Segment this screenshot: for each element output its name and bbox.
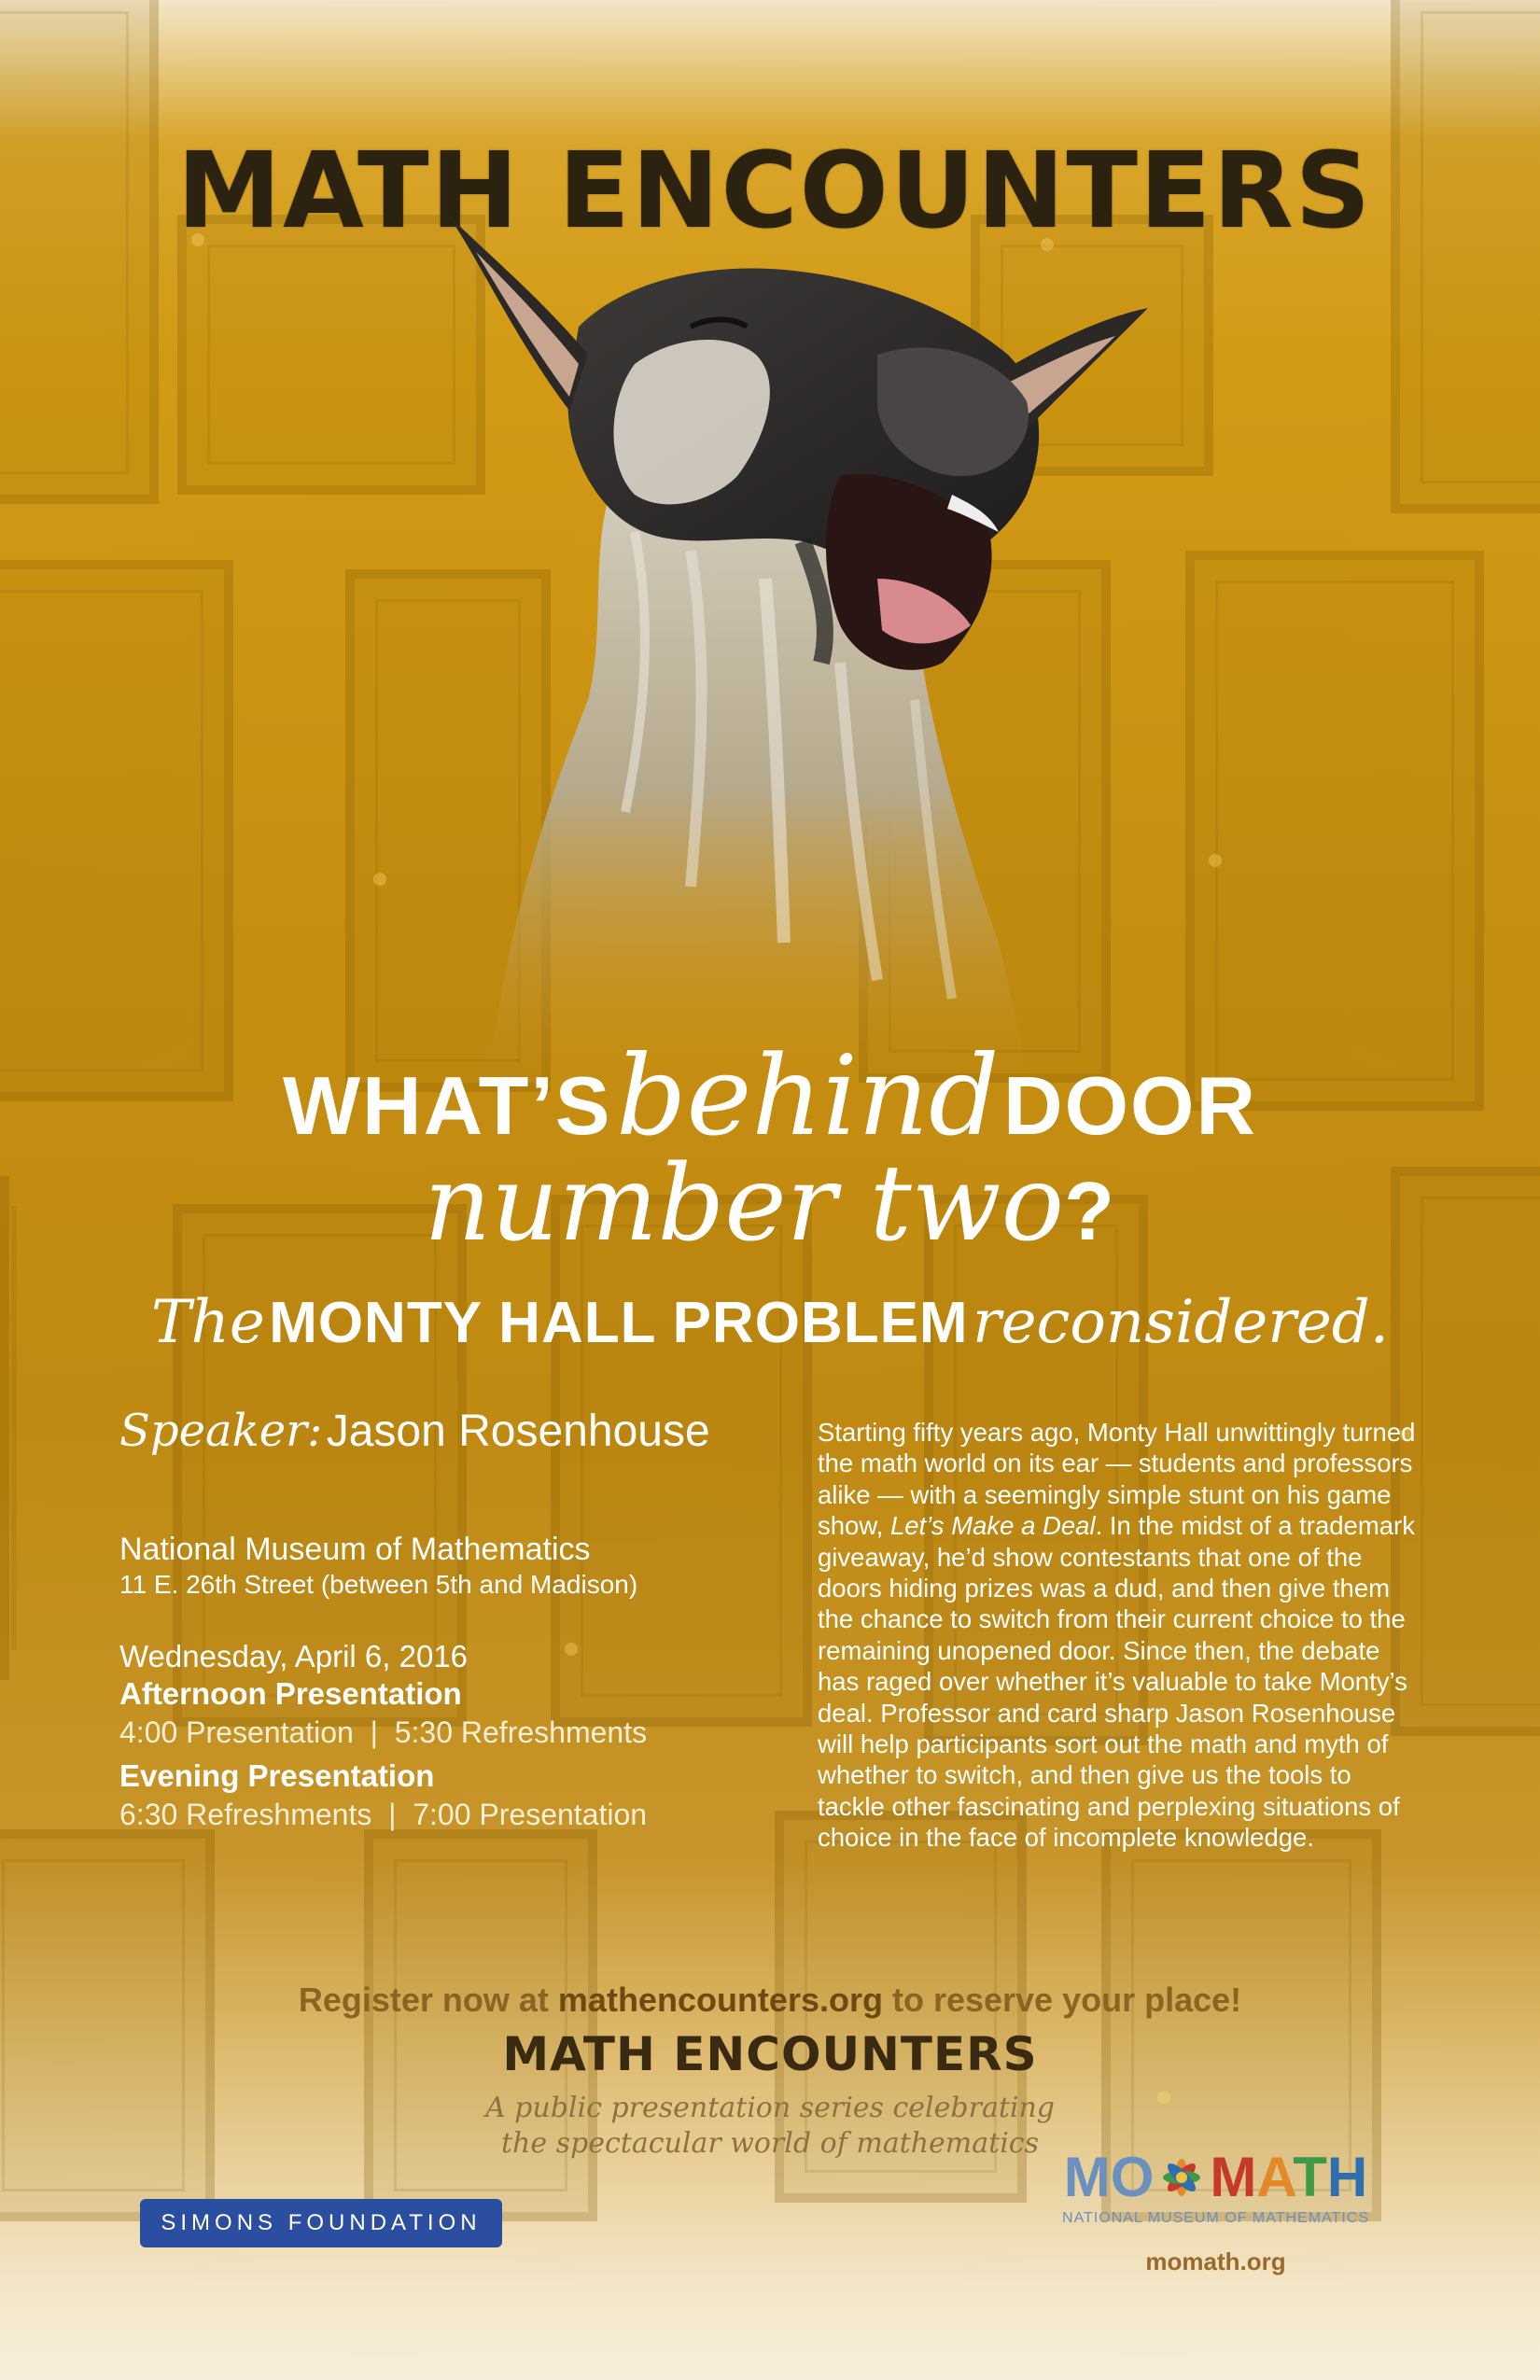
headline-door: DOOR — [1003, 1059, 1258, 1152]
subtitle-monty-hall: MONTY HALL PROBLEM — [269, 1291, 969, 1355]
subtitle-the: The — [150, 1288, 265, 1357]
goat-illustration — [355, 140, 1195, 1073]
footer-series-logo: MATH ENCOUNTERS — [502, 2027, 1038, 2081]
door — [1391, 0, 1540, 513]
momath-t: T — [1293, 2146, 1327, 2208]
momath-mo: MO — [1063, 2146, 1155, 2208]
afternoon-title: Afternoon Presentation — [119, 1676, 462, 1711]
momath-subtitle: NATIONAL MUSEUM OF MATHEMATICS — [1062, 2210, 1369, 2226]
headline-line-2 — [0, 1143, 1540, 1265]
momath-a: A — [1256, 2146, 1294, 2208]
register-suffix: to reserve your place! — [882, 1981, 1242, 2019]
simons-foundation-logo: SIMONS FOUNDATION — [140, 2199, 502, 2247]
door — [0, 0, 159, 504]
tagline-line-1: A public presentation series celebrating — [484, 2092, 1056, 2124]
speaker-label: Speaker: — [119, 1405, 323, 1457]
register-line — [0, 1981, 1540, 2020]
door — [1185, 551, 1484, 1111]
headline-whats: WHAT’S — [282, 1059, 612, 1152]
event-date: Wednesday, April 6, 2016 — [119, 1639, 469, 1673]
headline-number-two: number two — [424, 1143, 1065, 1265]
subtitle — [0, 1288, 1540, 1357]
headline-behind: behind — [615, 1031, 1000, 1160]
headline-line-1 — [0, 1031, 1540, 1160]
register-link[interactable]: mathencounters.org — [557, 1981, 883, 2019]
door — [364, 1829, 597, 2221]
subtitle-reconsidered: reconsidered. — [973, 1288, 1390, 1357]
momath-h: H — [1326, 2146, 1368, 2208]
headline-question-mark: ? — [1064, 1165, 1116, 1257]
speaker-line — [119, 1405, 710, 1457]
venue-name: National Museum of Mathematics — [119, 1532, 591, 1567]
description-intro: Starting fifty years ago, Monty Hall unwittingly turned the math world on its ear — students and professors alike — with a seemingly simple stunt on his game show, — [818, 1418, 1416, 1541]
tagline-line-2: the spectacular world of mathematics — [500, 2127, 1039, 2160]
schedule — [119, 1638, 647, 1840]
venue — [119, 1531, 637, 1602]
momath-link[interactable]: momath.org — [1145, 2247, 1286, 2275]
description-body: . In the midst of a trademark giveaway, he’d show contestants that one of the doors hiding prizes was a dud, and then give them the chance to switch from their current choice to the remaining unopened door. Since then, the debate has raged over whether it’s valuable to take Monty’s deal. Professor and card sharp Jason Rosenhouse will help participants sort out the math and myth of whether to switch, and then give us the tools to tackle other fascinating and perplexing situations of choice in the face of incomplete knowledge. — [818, 1511, 1415, 1853]
momath-wordmark — [1055, 2147, 1377, 2208]
speaker-name: Jason Rosenhouse — [326, 1407, 710, 1456]
series-title: MATH ENCOUNTERS — [176, 131, 1373, 252]
register-prefix: Register now at — [298, 1981, 558, 2019]
door — [0, 1829, 215, 2221]
description-show-title: Let’s Make a Deal — [889, 1511, 1096, 1541]
event-description — [818, 1417, 1424, 1854]
afternoon-times: 4:00 Presentation | 5:30 Refreshments — [119, 1715, 648, 1749]
evening-times: 6:30 Refreshments | 7:00 Presentation — [119, 1798, 648, 1831]
evening-title: Evening Presentation — [119, 1758, 435, 1793]
momath-logo — [1055, 2147, 1377, 2276]
door — [0, 560, 233, 1101]
door-knob — [1209, 854, 1222, 867]
momath-m: M — [1210, 2146, 1257, 2208]
venue-address: 11 E. 26th Street (between 5th and Madison) — [119, 1570, 638, 1599]
momath-star-icon — [1155, 2151, 1208, 2204]
